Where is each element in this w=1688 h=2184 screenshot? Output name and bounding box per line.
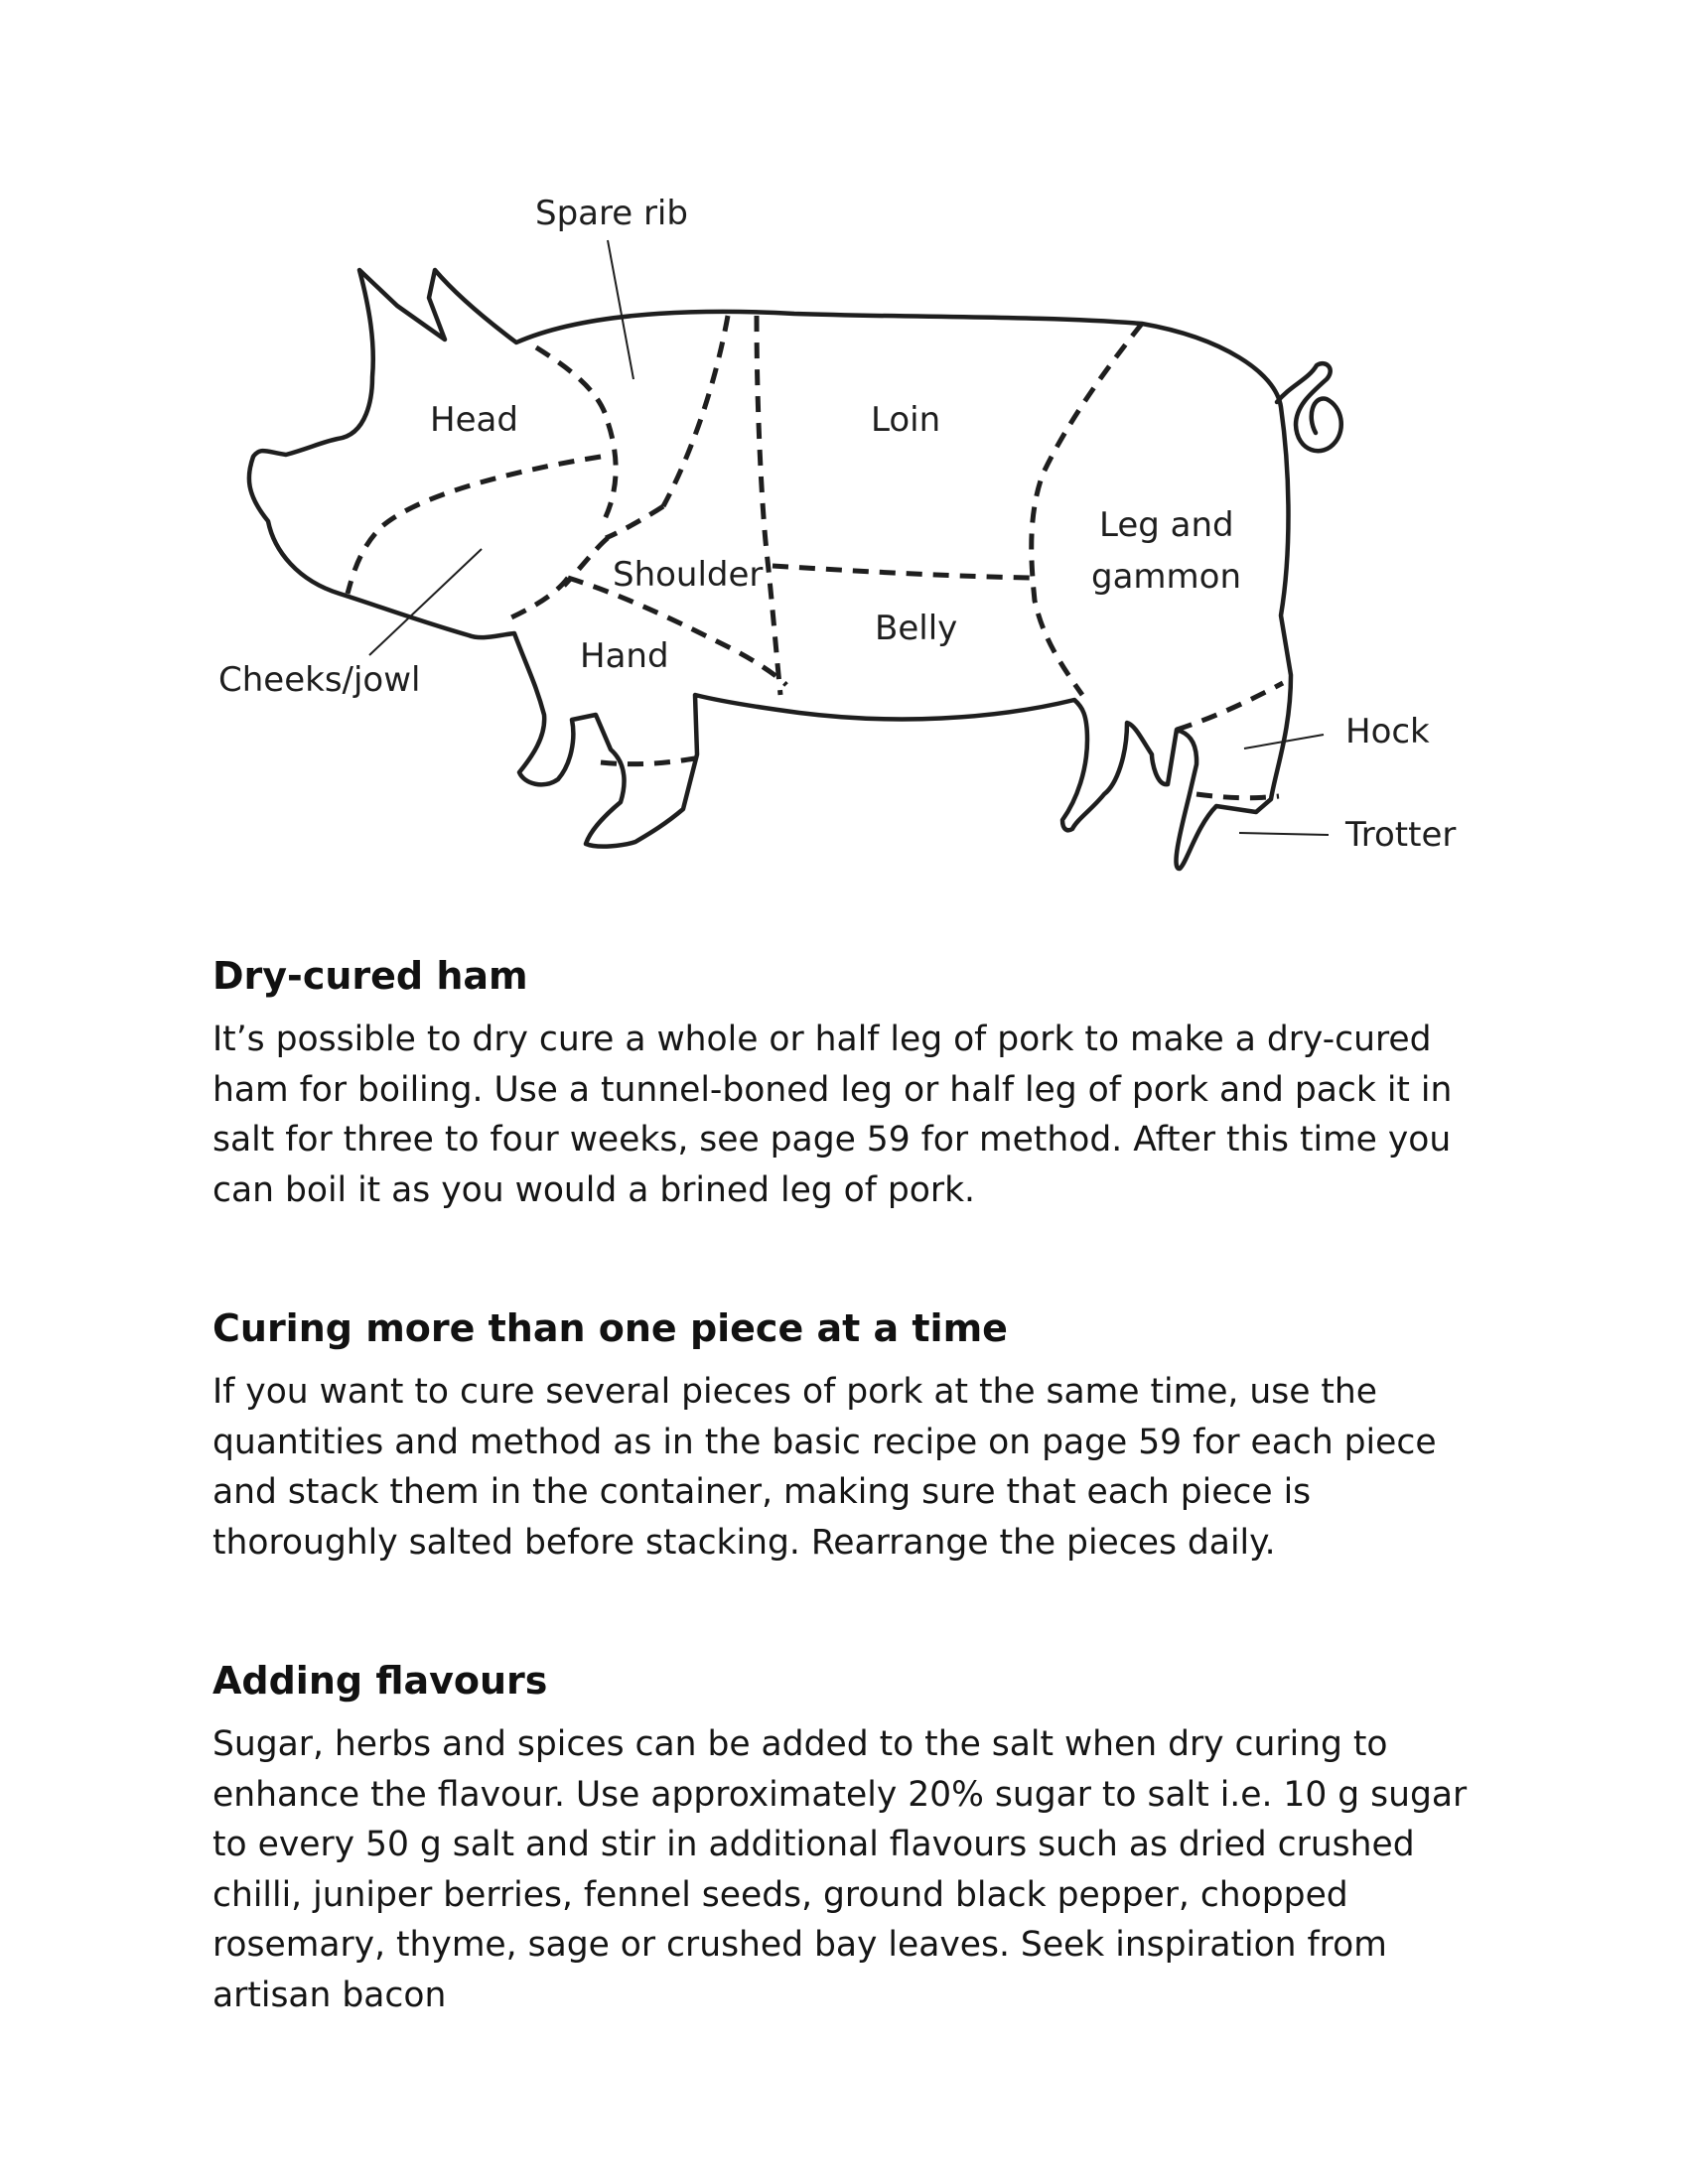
section-heading: Adding flavours bbox=[212, 1659, 548, 1703]
label-loin: Loin bbox=[871, 400, 941, 440]
section-heading: Dry-cured ham bbox=[212, 954, 528, 998]
section-body: If you want to cure several pieces of pork at the same time, use the quantities and method as in the basic recipe on page 59 for each piece and stack them in the container, making sure that each piece is thoroughly salted before stacking. Rearrange the pieces daily. bbox=[212, 1372, 1437, 1563]
cut-line-hand-jowl bbox=[511, 578, 568, 617]
section-heading: Curing more than one piece at a time bbox=[212, 1306, 1008, 1350]
cut-line-head-cheeks bbox=[348, 457, 601, 594]
label-trotter: Trotter bbox=[1345, 815, 1457, 855]
leader-trotter bbox=[1239, 833, 1329, 835]
cut-line-head-spare-rib bbox=[536, 347, 616, 521]
label-head: Head bbox=[430, 400, 518, 440]
section-curing-multiple-pieces bbox=[212, 1305, 1493, 1568]
label-gammon: gammon bbox=[1091, 557, 1242, 597]
cut-line-shoulder-loin bbox=[757, 316, 780, 695]
cut-line-spare-rib-loin bbox=[663, 316, 728, 506]
cut-line-rear-trotter bbox=[1196, 794, 1279, 798]
section-body: It’s possible to dry cure a whole or half leg of pork to make a dry-cured ham for boiling. Use a tunnel-boned leg or half leg of pork and pack it in salt for three to four weeks, see page 59 for method. After this time you can boil it as you would a brined leg of pork. bbox=[212, 1020, 1453, 1210]
label-hand: Hand bbox=[580, 636, 669, 676]
cut-line-loin-belly bbox=[773, 566, 1031, 578]
label-cheeks-jowl: Cheeks/jowl bbox=[218, 660, 421, 700]
label-spare-rib: Spare rib bbox=[535, 194, 688, 233]
leader-cheeks-jowl bbox=[369, 549, 482, 655]
pork-cuts-diagram bbox=[0, 0, 1688, 893]
label-hock: Hock bbox=[1345, 712, 1430, 751]
cut-line-hock bbox=[1177, 683, 1283, 730]
section-dry-cured-ham bbox=[212, 953, 1493, 1215]
label-shoulder: Shoulder bbox=[613, 555, 764, 595]
label-leg-and: Leg and bbox=[1099, 505, 1234, 545]
leader-spare-rib bbox=[608, 240, 633, 379]
cut-line-front-trotter bbox=[601, 758, 695, 764]
section-adding-flavours bbox=[212, 1658, 1493, 2020]
section-body: Sugar, herbs and spices can be added to the salt when dry curing to enhance the flavour. Use approximately 20% sugar to salt i.e. 10 g sugar to every 50 g salt and stir in additional flavours such as dried crushed chilli, juniper berries, fennel seeds, ground black pepper, chopped rosemary, thyme, sage or crushed bay leaves. Seek inspiration from artisan bacon bbox=[212, 1724, 1468, 2015]
label-belly: Belly bbox=[875, 609, 958, 648]
